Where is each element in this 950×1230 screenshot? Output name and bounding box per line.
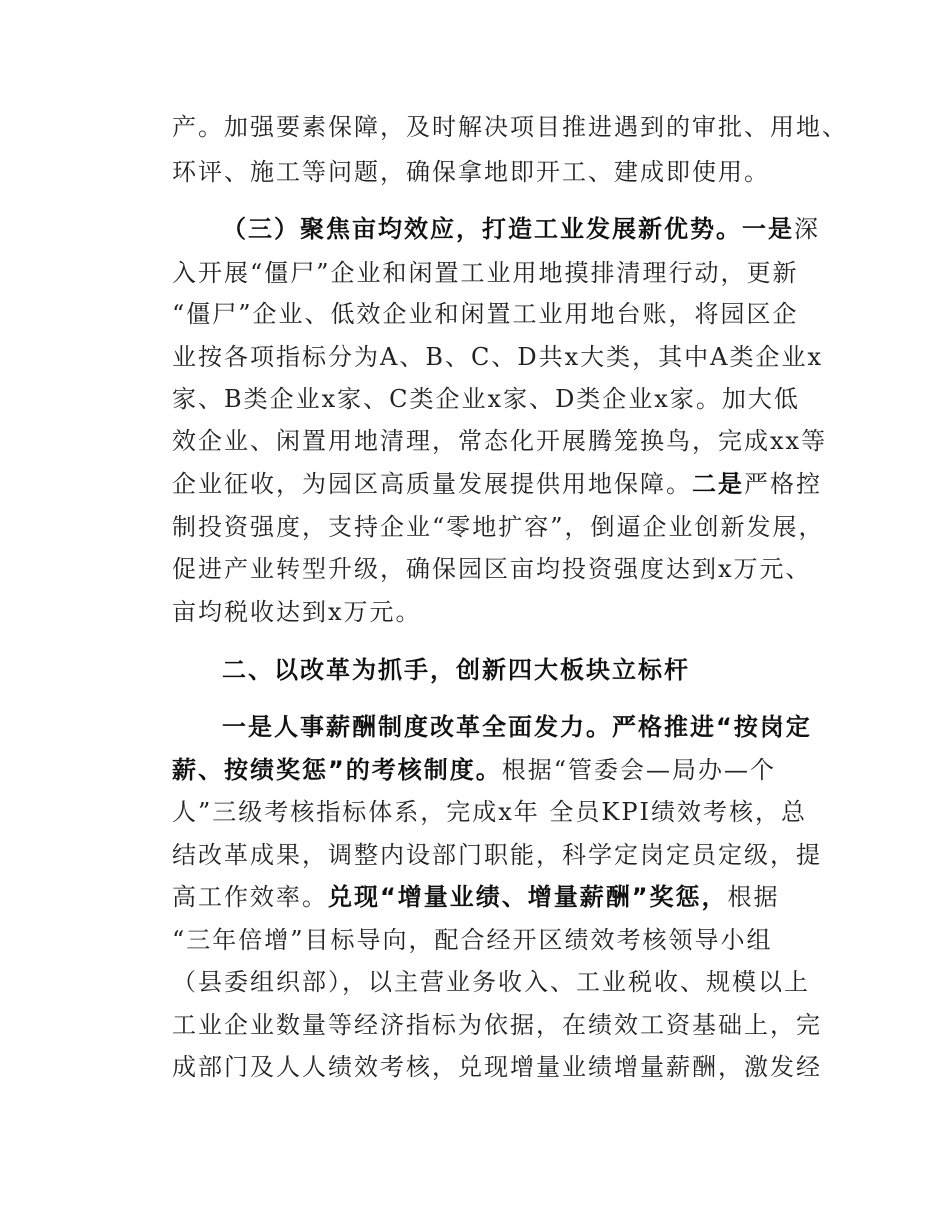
body-line <box>172 469 822 499</box>
body-line: “僵尸”企业、低效企业和闲置工业用地台账，将园区企 <box>172 300 799 328</box>
body-line: 结改革成果，调整内设部门职能，科学定岗定员定级，提 <box>172 841 822 869</box>
body-line: 入开展“僵尸”企业和闲置工业用地摸排清理行动，更新 <box>172 259 799 287</box>
text-run: 严格控 <box>744 470 822 498</box>
body-line: “三年倍增”目标导向，配合经开区绩效考核领导小组 <box>172 926 773 954</box>
section-title: （三）聚焦亩均效应，打造工业发展新优势。 <box>222 215 742 243</box>
body-line: 促进产业转型升级，确保园区亩均投资强度达到x万元、 <box>172 555 812 583</box>
section-heading-3 <box>222 214 820 244</box>
body-line: （县委组织部），以主营业务收入、工业税收、规模以上 <box>172 968 810 996</box>
body-line: 业按各项指标分为A、B、C、D共x大类，其中A类企业x <box>172 343 823 371</box>
body-line: 环评、施工等问题，确保拿地即开工、建成即使用。 <box>172 158 770 186</box>
text-run: 薪、按绩奖惩”的考核制度。 <box>172 756 502 784</box>
lead-phrase: 一是 <box>742 215 794 243</box>
text-run: 高工作效率。 <box>172 883 328 911</box>
body-line <box>172 755 776 785</box>
text-run: 深 <box>794 215 820 243</box>
lead-phrase: 兑现“增量业绩、增量薪酬”奖惩， <box>328 883 728 911</box>
body-line: 制投资强度，支持企业“零地扩容”，倒逼企业创新发展， <box>172 513 825 541</box>
reform-lead-line: 一是人事薪酬制度改革全面发力。严格推进“按岗定 <box>222 713 812 741</box>
body-line: 工业企业数量等经济指标为依据，在绩效工资基础上，完 <box>172 1011 822 1039</box>
section-heading-2: 二、以改革为抓手，创新四大板块立标杆 <box>222 656 690 684</box>
body-line: 成部门及人人绩效考核，兑现增量业绩增量薪酬，激发经 <box>172 1053 822 1081</box>
text-run: 企业征收，为园区高质量发展提供用地保障。 <box>172 470 692 498</box>
body-line: 产。加强要素保障，及时解决项目推进遇到的审批、用地、 <box>172 113 848 141</box>
text-run: 根据“管委会—局办—个 <box>501 756 777 784</box>
body-line <box>172 882 780 912</box>
lead-phrase: 二是 <box>692 470 744 498</box>
body-line: 家、B类企业x家、C类企业x家、D类企业x家。加大低 <box>172 385 800 413</box>
body-line: 效企业、闲置用地清理，常态化开展腾笼换鸟，完成xx等 <box>172 427 828 455</box>
text-run: 根据 <box>727 883 780 911</box>
body-line: 亩均税收达到x万元。 <box>172 598 422 626</box>
body-line: 人”三级考核指标体系，完成x年 全员KPI绩效考核，总 <box>172 798 807 826</box>
